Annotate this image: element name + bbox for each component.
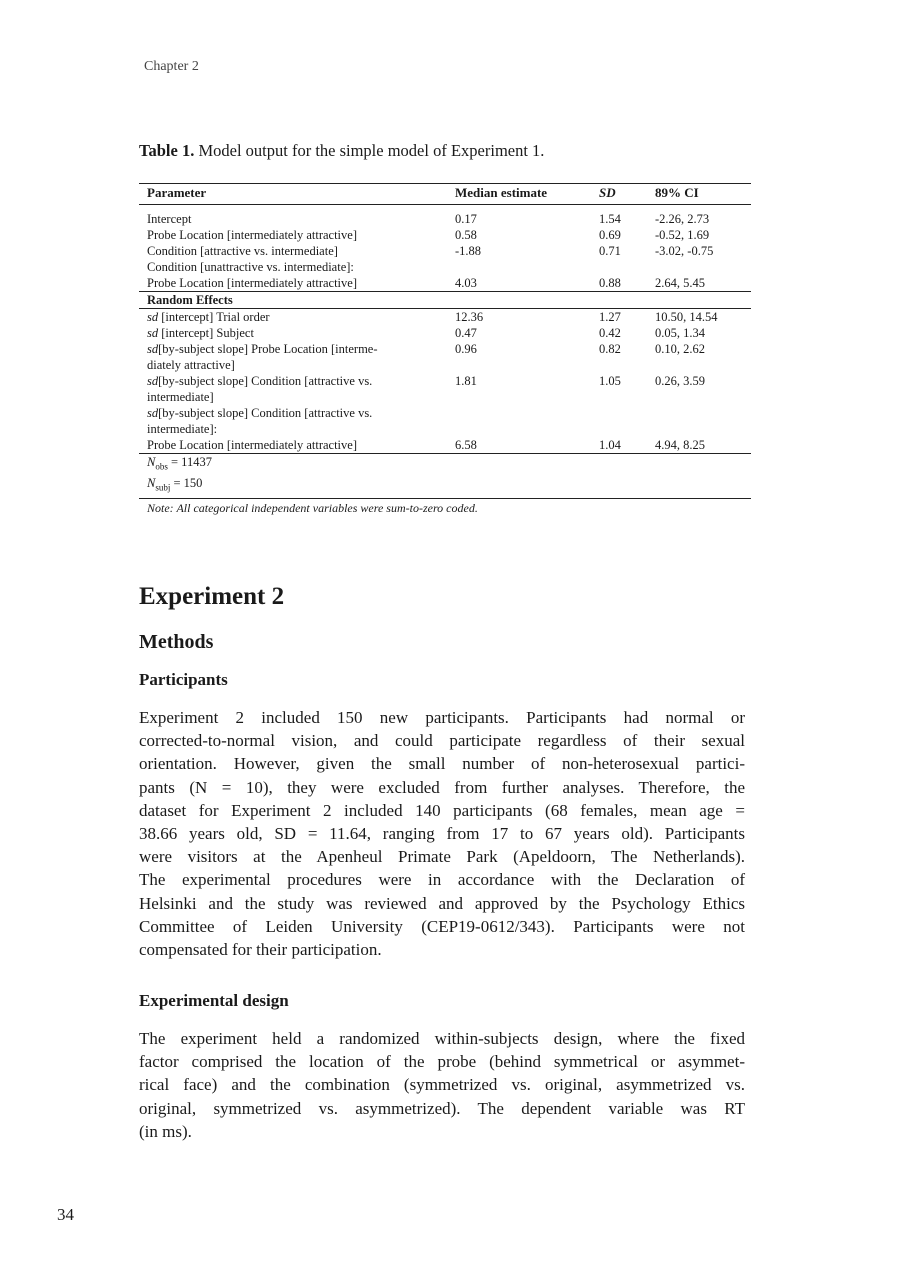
- sd-symbol: sd: [147, 406, 159, 420]
- table-row: [139, 389, 751, 405]
- cell-median: 6.58: [455, 438, 477, 452]
- cell-param-text: intermediate]: [147, 390, 214, 404]
- model-output-table: [139, 183, 751, 516]
- cell-param: Intercept: [147, 212, 192, 226]
- random-effects-label: Random Effects: [139, 292, 751, 309]
- cell-median: [447, 389, 591, 405]
- cell-median: 12.36: [455, 310, 484, 324]
- cell-median: 0.17: [455, 212, 477, 226]
- table-row: [139, 421, 751, 437]
- nsubj-symbol: N: [147, 475, 156, 490]
- cell-median: 0.58: [455, 228, 477, 242]
- cell-param-text: [by-subject slope] Probe Location [interme-: [158, 342, 378, 356]
- cell-param-text: [by-subject slope] Condition [attractive vs.: [158, 374, 373, 388]
- cell-sd: 0.82: [599, 342, 621, 356]
- cell-param: Condition [unattractive vs. intermediate]:: [147, 260, 354, 274]
- cell-param: [139, 421, 447, 437]
- nobs-subscript: obs: [155, 461, 168, 472]
- cell-ci: -2.26, 2.73: [655, 212, 710, 226]
- cell-median: 4.03: [455, 276, 477, 290]
- cell-sd: 1.54: [599, 212, 621, 226]
- cell-param: [139, 373, 447, 389]
- cell-sd: 0.71: [599, 244, 621, 258]
- sd-symbol: sd: [147, 326, 159, 340]
- table-note: Note: All categorical independent variables were sum-to-zero coded.: [147, 501, 478, 515]
- cell-sd: 0.42: [599, 326, 621, 340]
- cell-ci: [647, 357, 751, 373]
- participants-paragraph: [139, 706, 745, 961]
- table-row: [139, 325, 751, 341]
- cell-ci: 10.50, 14.54: [655, 310, 718, 324]
- paragraph-line: Committee of Leiden University (CEP19-0612/343). Participants were not: [139, 916, 745, 936]
- table-row: [139, 259, 751, 275]
- page-number: 34: [57, 1205, 74, 1224]
- sd-symbol: sd: [147, 342, 159, 356]
- cell-sd: [591, 389, 647, 405]
- paragraph-line: factor comprised the location of the probe (behind symmetrical or asymmet-: [139, 1052, 745, 1072]
- paragraph-line: original, symmetrized vs. asymmetrized). The dependent variable was RT: [139, 1098, 745, 1118]
- cell-median: -1.88: [455, 244, 482, 258]
- cell-param: [139, 389, 447, 405]
- nobs-cell: [139, 454, 751, 475]
- table-row: [139, 405, 751, 421]
- paragraph-line: (in ms).: [139, 1121, 192, 1141]
- participants-title: Participants: [139, 670, 228, 689]
- paragraph-line: rical face) and the combination (symmetrized vs. original, asymmetrized vs.: [139, 1075, 745, 1095]
- cell-ci: 0.10, 2.62: [655, 342, 705, 356]
- table-note-row: [139, 499, 751, 517]
- cell-median: [447, 421, 591, 437]
- design-paragraph: [139, 1027, 745, 1143]
- nobs-value: = 11437: [167, 455, 212, 469]
- table-row: [139, 227, 751, 243]
- cell-median: [447, 357, 591, 373]
- cell-ci: 0.05, 1.34: [655, 326, 705, 340]
- paragraph-line: compensated for their participation.: [139, 940, 382, 960]
- header-sd: SD: [591, 184, 647, 205]
- cell-sd: 1.04: [599, 438, 621, 452]
- table-row: [139, 373, 751, 389]
- cell-ci: -0.52, 1.69: [655, 228, 710, 242]
- design-title: Experimental design: [139, 991, 289, 1010]
- cell-sd: [591, 357, 647, 373]
- paragraph-line: Helsinki and the study was reviewed and approved by the Psychology Ethics: [139, 893, 745, 913]
- cell-param-text: [intercept] Trial order: [158, 310, 270, 324]
- paragraph-line: The experimental procedures were in accordance with the Declaration of: [139, 870, 745, 890]
- cell-sd: 0.69: [599, 228, 621, 242]
- header-median: Median estimate: [447, 184, 591, 205]
- paragraph-line: dataset for Experiment 2 included 140 participants (68 females, mean age =: [139, 800, 745, 820]
- table-row: [139, 243, 751, 259]
- table-caption: [139, 141, 544, 161]
- cell-ci: 2.64, 5.45: [655, 276, 705, 290]
- cell-ci: 0.26, 3.59: [655, 374, 705, 388]
- cell-param-text: diately attractive]: [147, 358, 235, 372]
- cell-param: [139, 405, 447, 421]
- cell-param: [139, 325, 447, 341]
- cell-param: Condition [attractive vs. intermediate]: [147, 244, 338, 258]
- table-row: [139, 309, 751, 326]
- paragraph-line: orientation. However, given the small number of non-heterosexual partici-: [139, 754, 745, 774]
- cell-ci: 4.94, 8.25: [655, 438, 705, 452]
- cell-ci: -3.02, -0.75: [655, 244, 714, 258]
- paragraph-line: The experiment held a randomized within-subjects design, where the fixed: [139, 1029, 745, 1048]
- cell-param: [139, 437, 447, 454]
- cell-ci: [647, 259, 751, 275]
- cell-param: Probe Location [intermediately attractive]: [147, 276, 357, 290]
- cell-param-text: Probe Location [intermediately attractive]: [147, 438, 357, 452]
- table-caption-label: Table 1.: [139, 141, 195, 160]
- nobs-row: [139, 454, 751, 475]
- cell-sd: [591, 421, 647, 437]
- paragraph-line: Experiment 2 included 150 new participants. Participants had normal or: [139, 708, 745, 727]
- paragraph-line: 38.66 years old, SD = 11.64, ranging from 17 to 67 years old). Participants: [139, 824, 745, 844]
- cell-param-text: [intercept] Subject: [158, 326, 254, 340]
- paragraph-line: were visitors at the Apenheul Primate Park (Apeldoorn, The Netherlands).: [139, 847, 745, 867]
- nsubj-row: [139, 475, 751, 499]
- cell-ci: [647, 405, 751, 421]
- cell-param: [139, 341, 447, 357]
- cell-ci: [647, 389, 751, 405]
- table-caption-text: Model output for the simple model of Experiment 1.: [198, 141, 545, 160]
- cell-param-text: [by-subject slope] Condition [attractive vs.: [158, 406, 373, 420]
- cell-median: 0.47: [455, 326, 477, 340]
- sd-symbol: sd: [147, 374, 159, 388]
- header-parameter: Parameter: [139, 184, 447, 205]
- cell-param: [139, 309, 447, 326]
- cell-sd: [591, 405, 647, 421]
- paragraph-line: corrected-to-normal vision, and could participate regardless of their sexual: [139, 731, 745, 751]
- table-row: [139, 275, 751, 292]
- section-title: Experiment 2: [139, 583, 285, 610]
- cell-param-text: intermediate]:: [147, 422, 218, 436]
- cell-median: [447, 259, 591, 275]
- cell-param: [139, 357, 447, 373]
- nsubj-value: = 150: [170, 475, 203, 490]
- cell-ci: [647, 421, 751, 437]
- sd-symbol: sd: [147, 310, 159, 324]
- table-row: [139, 357, 751, 373]
- cell-sd: 1.05: [599, 374, 621, 388]
- cell-sd: [591, 259, 647, 275]
- nobs-symbol: N: [147, 455, 156, 469]
- table-row: [139, 437, 751, 454]
- header-ci: 89% CI: [647, 184, 751, 205]
- cell-median: 1.81: [455, 374, 477, 388]
- cell-median: [447, 405, 591, 421]
- random-effects-header-row: [139, 292, 751, 309]
- table-row: [139, 205, 751, 228]
- nsubj-subscript: subj: [155, 482, 171, 492]
- cell-param: Probe Location [intermediately attractive]: [147, 228, 357, 242]
- nsubj-cell: [139, 475, 751, 499]
- cell-median: 0.96: [455, 342, 477, 356]
- paragraph-line: pants (N = 10), they were excluded from further analyses. Therefore, the: [139, 777, 745, 797]
- table-header-row: [139, 184, 751, 205]
- running-head: Chapter 2: [144, 59, 199, 74]
- cell-sd: 0.88: [599, 276, 621, 290]
- table-row: [139, 341, 751, 357]
- cell-sd: 1.27: [599, 310, 621, 324]
- methods-title: Methods: [139, 631, 214, 653]
